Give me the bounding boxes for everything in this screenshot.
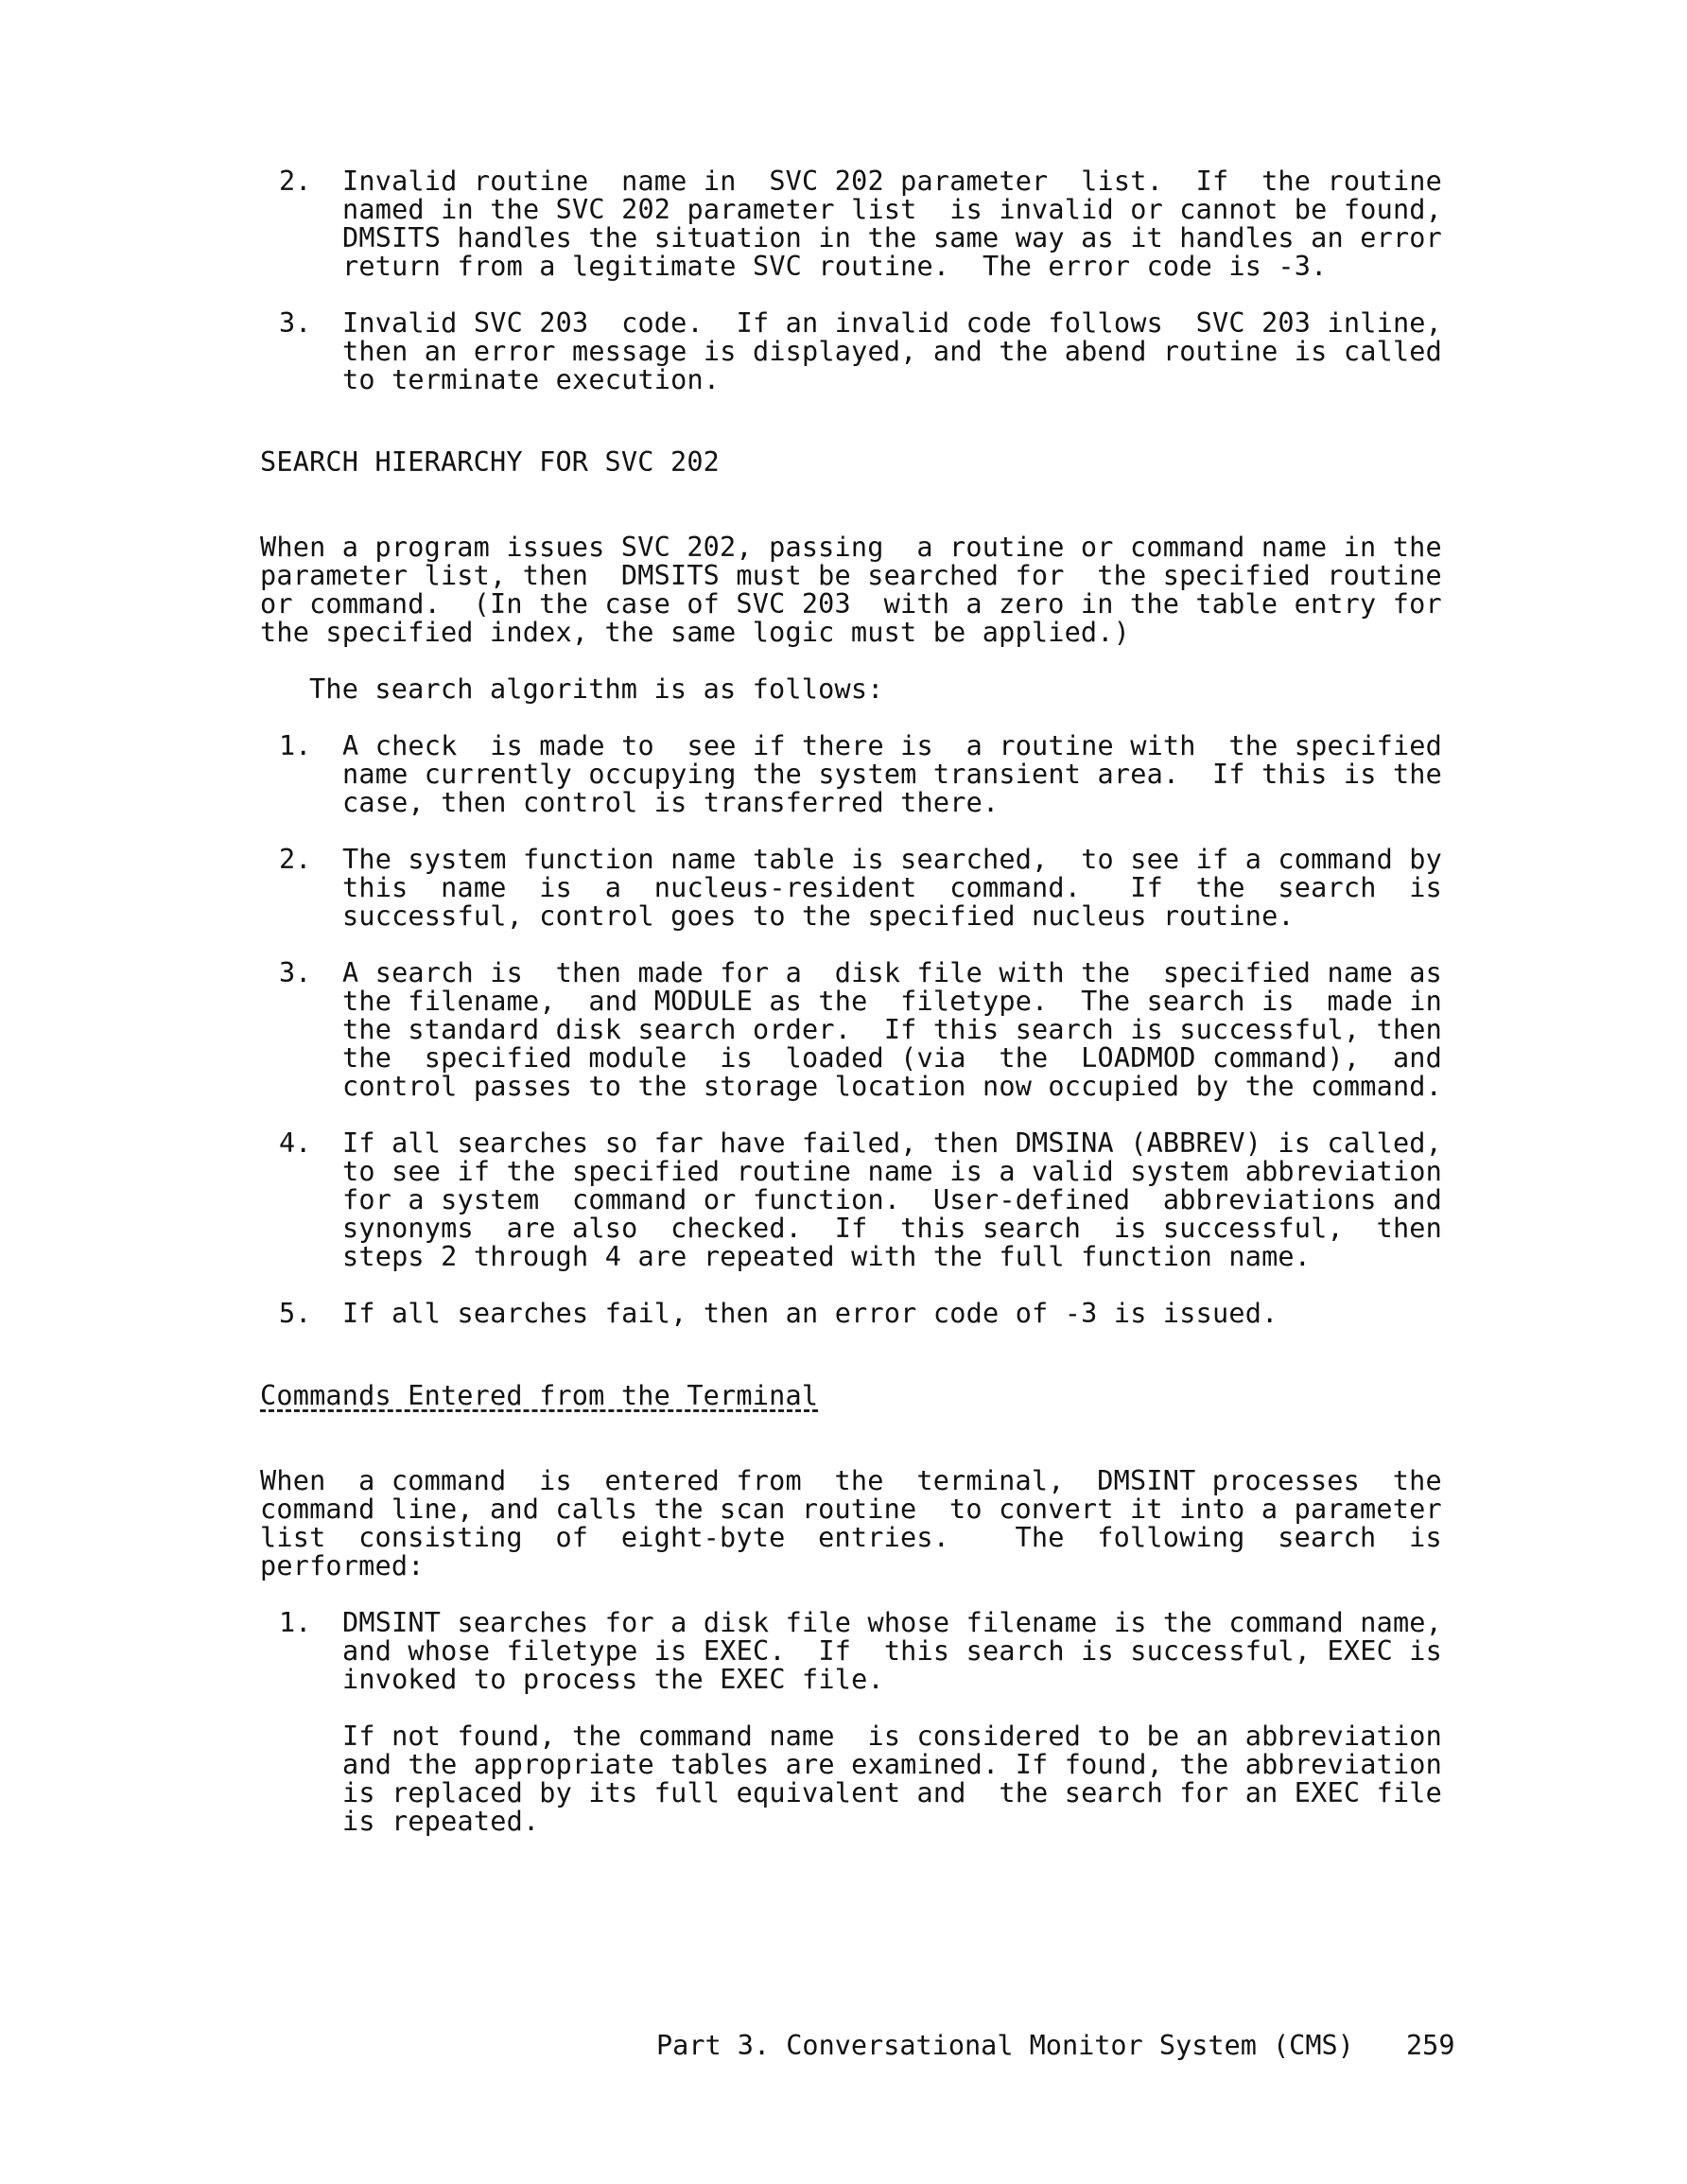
text-line: control passes to the storage location now occupied by the command.	[342, 1071, 1443, 1102]
text-line: return from a legitimate SVC routine. The error code is -3.	[342, 251, 1328, 282]
text-line: case, then control is transferred there.	[342, 787, 1000, 818]
text-line: DMSITS handles the situation in the same way as it handles an error	[342, 222, 1443, 253]
text-line: this name is a nucleus-resident command. If the search is	[342, 872, 1443, 903]
paragraph-line: and the appropriate tables are examined. If found, the abbreviation	[342, 1749, 1443, 1780]
paragraph-line: or command. (In the case of SVC 203 with a zero in the table entry for	[260, 588, 1442, 620]
paragraph-line: command line, and calls the scan routine to convert it into a parameter	[260, 1494, 1442, 1525]
text-line: the standard disk search order. If this search is successful, then	[342, 1014, 1443, 1045]
list-item-number: 3.	[279, 957, 312, 988]
list-item-number: 2.	[279, 844, 312, 875]
text-line: The system function name table is searched, to see if a command by	[342, 844, 1443, 875]
text-line: steps 2 through 4 are repeated with the full function name.	[342, 1241, 1312, 1272]
list-item-number: 4.	[279, 1127, 312, 1159]
text-line: to terminate execution.	[342, 364, 721, 395]
text-line: the filename, and MODULE as the filetype. The search is made in	[342, 986, 1443, 1017]
paragraph-line: is repeated.	[342, 1806, 540, 1837]
text-line: the specified module is loaded (via the LOADMOD command), and	[342, 1042, 1443, 1074]
list-item-number: 1.	[279, 730, 312, 761]
paragraph-line: When a command is entered from the terminal, DMSINT processes the	[260, 1465, 1442, 1496]
text-line: DMSINT searches for a disk file whose filename is the command name,	[342, 1607, 1443, 1638]
paragraph-line: The search algorithm is as follows:	[309, 673, 884, 705]
text-line: named in the SVC 202 parameter list is invalid or cannot be found,	[342, 194, 1443, 225]
list-item-number: 2.	[279, 166, 312, 197]
paragraph-line: list consisting of eight-byte entries. The following search is	[260, 1522, 1442, 1553]
list-item-number: 5.	[279, 1298, 312, 1329]
text-line: Invalid routine name in SVC 202 parameter list. If the routine	[342, 166, 1443, 197]
text-line: and whose filetype is EXEC. If this search is successful, EXEC is	[342, 1635, 1443, 1667]
text-line: Invalid SVC 203 code. If an invalid code follows SVC 203 inline,	[342, 307, 1443, 339]
section-heading: SEARCH HIERARCHY FOR SVC 202	[260, 446, 721, 478]
list-item-number: 3.	[279, 307, 312, 339]
page-number: 259	[1406, 2030, 1455, 2061]
paragraph-line: parameter list, then DMSITS must be searched for the specified routine	[260, 560, 1442, 591]
text-line: name currently occupying the system transient area. If this is the	[342, 759, 1443, 790]
text-line: If all searches fail, then an error code of -3 is issued.	[342, 1298, 1278, 1329]
text-line: for a system command or function. User-defined abbreviations and	[342, 1184, 1443, 1215]
paragraph-line: When a program issues SVC 202, passing a routine or command name in the	[260, 532, 1442, 563]
text-line: successful, control goes to the specified nucleus routine.	[342, 900, 1295, 932]
paragraph-line: If not found, the command name is considered to be an abbreviation	[342, 1721, 1443, 1752]
text-line: If all searches so far have failed, then DMSINA (ABBREV) is called,	[342, 1127, 1443, 1159]
text-line: synonyms are also checked. If this search is successful, then	[342, 1213, 1443, 1244]
text-line: A check is made to see if there is a routine with the specified	[342, 730, 1443, 761]
subsection-heading: Commands Entered from the Terminal	[260, 1380, 819, 1411]
paragraph-line: the specified index, the same logic must be applied.)	[260, 617, 1130, 648]
text-line: A search is then made for a disk file with the specified name as	[342, 957, 1443, 988]
footer-text: Part 3. Conversational Monitor System (CMS)	[656, 2030, 1354, 2061]
text-line: then an error message is displayed, and the abend routine is called	[342, 336, 1443, 367]
text-line: invoked to process the EXEC file.	[342, 1664, 884, 1695]
text-line: to see if the specified routine name is a valid system abbreviation	[342, 1156, 1443, 1187]
paragraph-line: is replaced by its full equivalent and the search for an EXEC file	[342, 1777, 1443, 1808]
list-item-number: 1.	[279, 1607, 312, 1638]
paragraph-line: performed:	[260, 1550, 425, 1581]
